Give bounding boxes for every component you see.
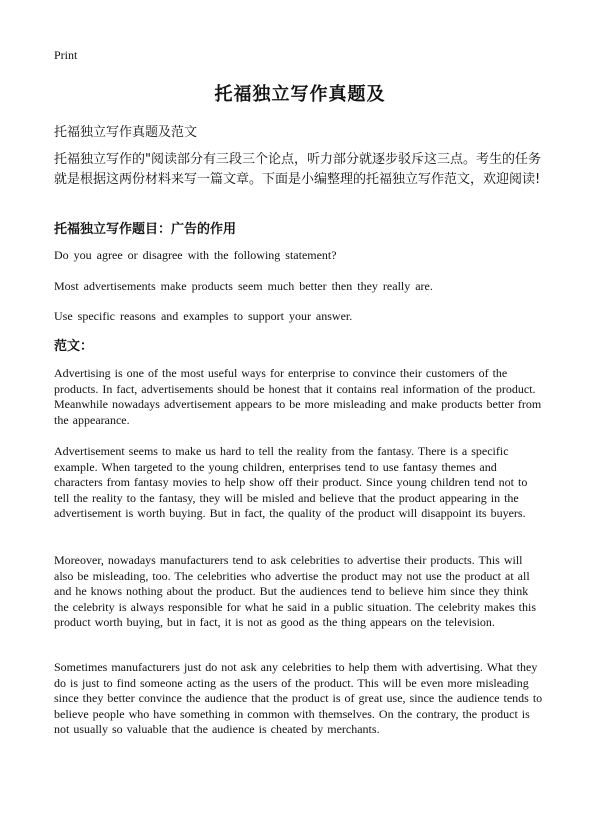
question-line: Do you agree or disagree with the following statement? — [54, 248, 337, 262]
question-line: Use specific reasons and examples to support your answer. — [54, 309, 353, 323]
sample-heading: 范文： — [54, 339, 94, 354]
intro-paragraph: 托福独立写作的"阅读部分有三段三个论点，听力部分就逐步驳斥这三点。考生的任务就是根据这两份材料来写一篇文章。下面是小编整理的托福独立写作范文，欢迎阅读! — [54, 152, 541, 187]
essay-paragraph: Advertisement seems to make us hard to tell the reality from the fantasy. There is a specific example. When targeted to the young children, enterprises tend to use fantasy themes and characters from fantasy movies to help show off their product. Since young children tend not to tell the reality to the fantasy, they will be misled and believe that the product appearing in the advertisement is worth buying. But in fact, the quality of the product will disappoint its buyers. — [54, 444, 528, 520]
print-label[interactable]: Print — [54, 48, 78, 62]
essay-paragraph: Moreover, nowadays manufacturers tend to ask celebrities to advertise their products. This will also be misleading, too. The celebrities who advertise the product may not use the product at all and he knows nothing about the product. But the audiences tend to believe him since they think the celebrity is always responsible for what he said in a public situation. The celebrity makes this product worth buying, but in fact, it is not as good as the thing appears on the television. — [54, 553, 536, 629]
essay-paragraph: Advertising is one of the most useful ways for enterprise to convince their customers of the products. In fact, advertisements should be honest that it contains real information of the product. Meanwhile nowadays advertisement appears to be more misleading and make products better from the appearance. — [54, 366, 542, 427]
document-subtitle: 托福独立写作真题及范文 — [54, 125, 198, 140]
page-title: 托福独立写作真题及 — [214, 84, 386, 105]
topic-heading: 托福独立写作题目：广告的作用 — [54, 222, 237, 237]
question-line: Most advertisements make products seem much better then they really are. — [54, 279, 433, 293]
essay-paragraph: Sometimes manufacturers just do not ask any celebrities to help them with advertising. What they do is just to find someone acting as the users of the product. This will be even more misleading since they better convince the audience that the product is of great use, since the audience tends to believe people who have something in common with themselves. On the contrary, the product is not usually so valuable that the audience is cheated by merchants. — [54, 660, 543, 736]
